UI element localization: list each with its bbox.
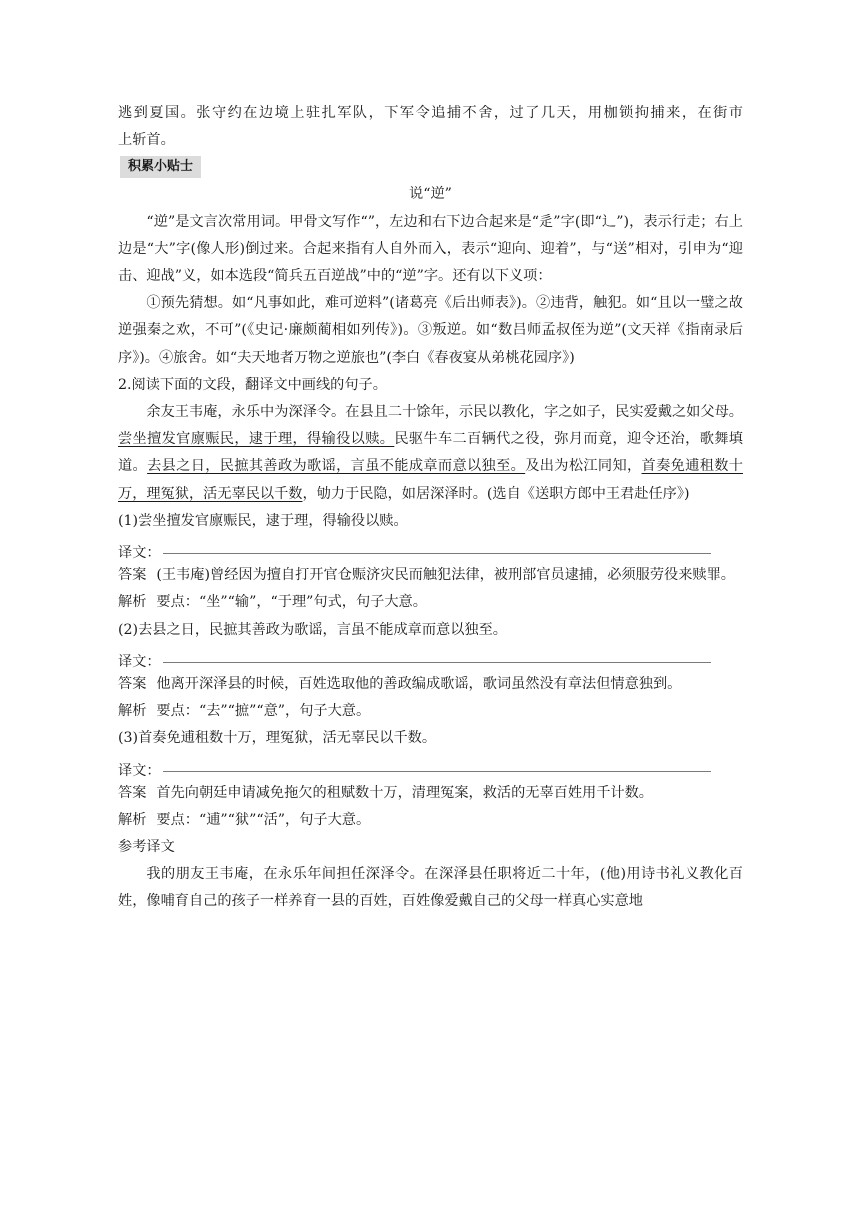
answer-text-3: 首先向朝廷申请减免拖欠的租赋数十万，清理冤案，救活的无辜百姓用千计数。 xyxy=(156,784,653,801)
tip-paragraph-2: ①预先猜想。如“凡事如此，难可逆料”(诸葛亮《后出师表》)。②违背，触犯。如“且以一璧之故逆强秦之欢，不可”(《史记·廉颇蔺相如列传》)。③叛逆。如“数吕师孟叔侄为逆”(文天祥《指南录后序》)。④旅舍。如“夫天地者万物之逆旅也”(李白《春夜宴从弟桃花园序》) xyxy=(118,295,743,366)
tip-paragraph-1: “逆”是文言次常用词。甲骨文写作“”，左边和右下边合起来是“辵”字(即“辶”)，表示行走；右上边是“大”字(像人形)倒过来。合起来指有人自外而入，表示“迎向、迎着”，与“送”相对，引申为“迎击、迎战”义，如本选段“简兵五百逆战”中的“逆”字。还有以下义项： xyxy=(118,213,743,284)
analysis-1 xyxy=(118,589,743,616)
sub-question-1: (1)尝坐擅发官廪赈民，逮于理，得输役以赎。 xyxy=(118,512,408,529)
tip-label-row xyxy=(118,154,743,181)
intro-line-2: 上斩首。 xyxy=(118,132,175,149)
passage-text-4: ，劬力于民隐，如居深泽时。(选自《送职方郎中王君赴任序》) xyxy=(302,485,690,502)
question-2-passage xyxy=(118,399,743,508)
answer-label-1: 答案 xyxy=(118,567,147,584)
analysis-label-1: 解析 xyxy=(118,594,147,611)
answer-label-3: 答案 xyxy=(118,784,147,801)
passage-underlined-3: 首奏免逋租数十万，理冤狱，活无辜民以千数 xyxy=(118,458,743,502)
translation-row-2 xyxy=(118,644,743,671)
answer-text-1: (王韦庵)曾经因为擅自打开官仓赈济灾民而触犯法律，被刑部官员逮捕，必须服劳役来赎罪。 xyxy=(156,567,735,584)
reference-translation: 我的朋友王韦庵，在永乐年间担任深泽令。在深泽县任职将近二十年，(他)用诗书礼义教化百姓，像哺育自己的孩子一样养育一县的百姓，百姓像爱戴自己的父母一样真心实意地 xyxy=(118,866,743,910)
answer-1 xyxy=(118,562,743,589)
intro-line-1: 逃到夏国。张守约在边境上驻扎军队，下军令追捕不舍，过了几天，用枷锁拘捕来，在街市 xyxy=(118,105,743,121)
analysis-text-3: 要点：“逋”“狱”“活”，句子大意。 xyxy=(156,811,371,828)
answer-text-2: 他离开深泽县的时候，百姓选取他的善政编成歌谣，歌词虽然没有章法但情意独到。 xyxy=(156,675,682,692)
passage-text-1: 余友王韦庵，永乐中为深泽令。在县且二十馀年，示民以教化，字之如子，民实爱戴之如父母。 xyxy=(146,403,743,420)
translation-blank-2[interactable] xyxy=(163,662,711,663)
tip-label: 积累小贴士 xyxy=(120,156,201,178)
answer-3 xyxy=(118,780,743,807)
tip-title: 说“逆” xyxy=(409,186,452,203)
answer-2 xyxy=(118,671,743,698)
analysis-label-2: 解析 xyxy=(118,703,147,720)
translation-label-1: 译文： xyxy=(118,545,161,562)
sub-question-2: (2)去县之日，民摭其善政为歌谣，言虽不能成章而意以独至。 xyxy=(118,621,507,638)
analysis-text-2: 要点：“去”“摭”“意”，句子大意。 xyxy=(156,703,371,720)
translation-row-1 xyxy=(118,535,743,562)
reference-translation-label: 参考译文 xyxy=(118,839,175,856)
analysis-2 xyxy=(118,698,743,725)
passage-underlined-2: 去县之日，民摭其善政为歌谣，言虽不能成章而意以独至。 xyxy=(147,458,526,475)
sub-question-3: (3)首奏免逋租数十万，理冤狱，活无辜民以千数。 xyxy=(118,730,437,747)
passage-text-2: 民驱牛车二百辆代之役，弥月而竟，迎令还治，歌舞填道。 xyxy=(118,431,743,475)
passage-underlined-1: 尝坐擅发官廪赈民，逮于理，得输役以赎。 xyxy=(118,431,395,448)
passage-text-3: 及出为松江同知， xyxy=(525,458,642,475)
translation-blank-3[interactable] xyxy=(163,771,711,772)
answer-label-2: 答案 xyxy=(118,675,147,692)
document-page xyxy=(118,100,743,916)
translation-label-3: 译文： xyxy=(118,762,161,779)
analysis-label-3: 解析 xyxy=(118,811,147,828)
question-2-heading: 2.阅读下面的文段，翻译文中画线的句子。 xyxy=(118,376,387,393)
analysis-text-1: 要点：“坐”“输”，“于理”句式，句子大意。 xyxy=(156,594,427,611)
translation-blank-1[interactable] xyxy=(163,553,711,554)
translation-label-2: 译文： xyxy=(118,653,161,670)
translation-row-3 xyxy=(118,752,743,779)
analysis-3 xyxy=(118,807,743,834)
